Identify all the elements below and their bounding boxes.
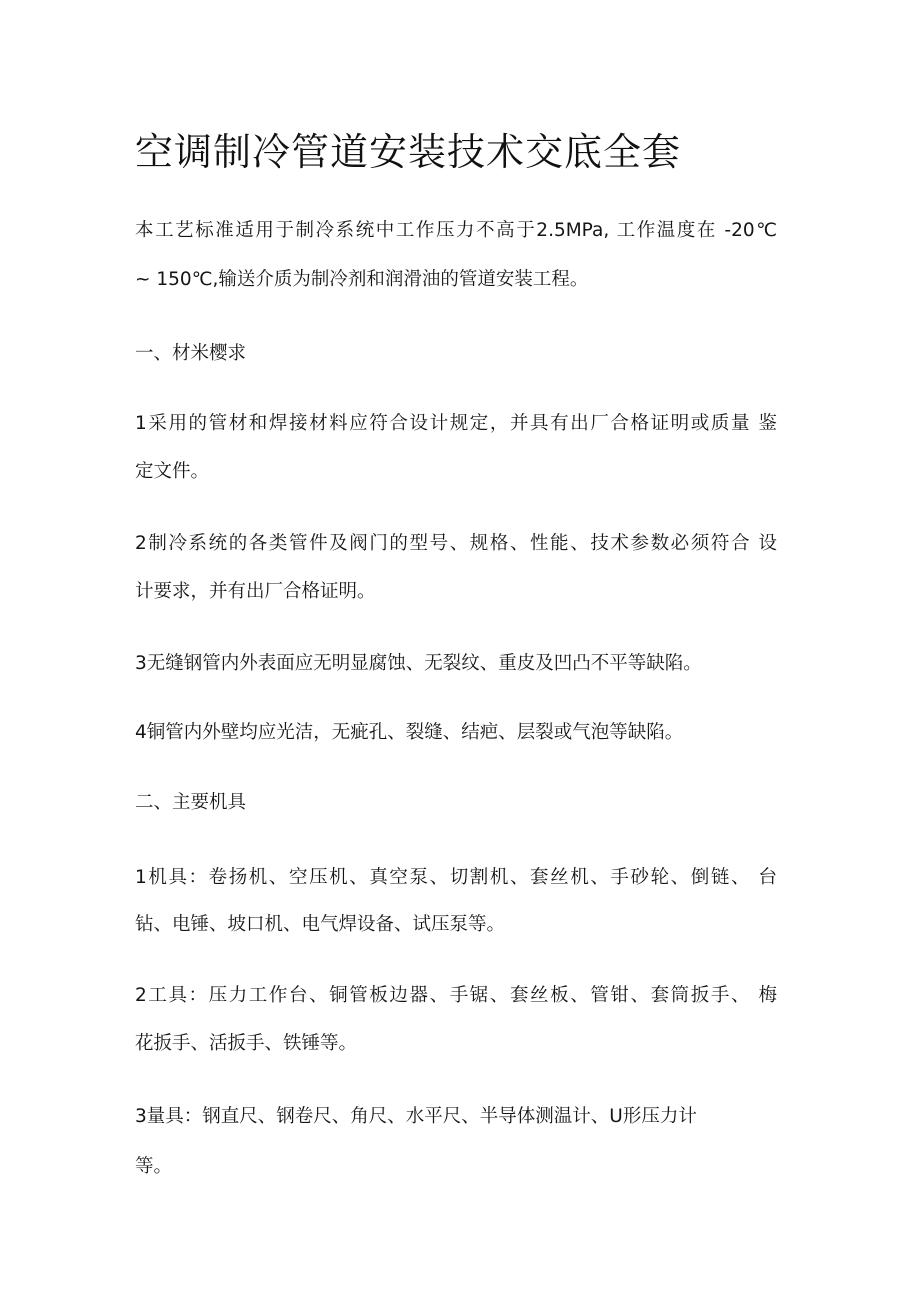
section-2-item-3-line-1: 3量具：钢直尺、钢卷尺、角尺、水平尺、半导体测温计、U形压力计 bbox=[135, 1106, 697, 1127]
document-title: 空调制冷管道安装技术交底全套 bbox=[135, 130, 682, 174]
section-2-heading: 二、主要机具 bbox=[135, 792, 247, 813]
section-2-item-1-line-2: 钻、电锤、坡口机、电气焊设备、试压泵等。 bbox=[135, 914, 506, 935]
section-2-item-2-line-2: 花扳手、活扳手、铁锤等。 bbox=[135, 1033, 358, 1054]
section-1-item-4: 4铜管内外壁均应光洁，无疵孔、裂缝、结疤、层裂或气泡等缺陷。 bbox=[135, 722, 684, 743]
section-1-item-1-line-2: 定文件。 bbox=[135, 461, 210, 482]
section-1-item-2-line-1: 2制冷系统的各类管件及阀门的型号、规格、性能、技术参数必须符合 设 bbox=[135, 533, 777, 554]
section-1-heading: 一、材米樱求 bbox=[135, 343, 247, 364]
intro-line-2: ~ 150℃,输送介质为制冷剂和润滑油的管道安装工程。 bbox=[135, 269, 589, 290]
section-1-item-1-line-1: 1采用的管材和焊接材料应符合设计规定，并具有出厂合格证明或质量 鉴 bbox=[135, 413, 777, 434]
section-1-item-2-line-2: 计要求，并有出厂合格证明。 bbox=[135, 581, 376, 602]
section-1-item-3: 3无缝钢管内外表面应无明显腐蚀、无裂纹、重皮及凹凸不平等缺陷。 bbox=[135, 653, 702, 674]
section-2-item-3-line-2: 等。 bbox=[135, 1156, 173, 1177]
section-2-item-1-line-1: 1机具：卷扬机、空压机、真空泵、切割机、套丝机、手砂轮、倒链、 台 bbox=[135, 867, 777, 888]
intro-line-1: 本工艺标准适用于制冷系统中工作压力不高于2.5MPa, 工作温度在 -20℃ bbox=[135, 220, 777, 241]
section-2-item-2-line-1: 2工具：压力工作台、铜管板边器、手锯、套丝板、管钳、套筒扳手、 梅 bbox=[135, 985, 777, 1006]
